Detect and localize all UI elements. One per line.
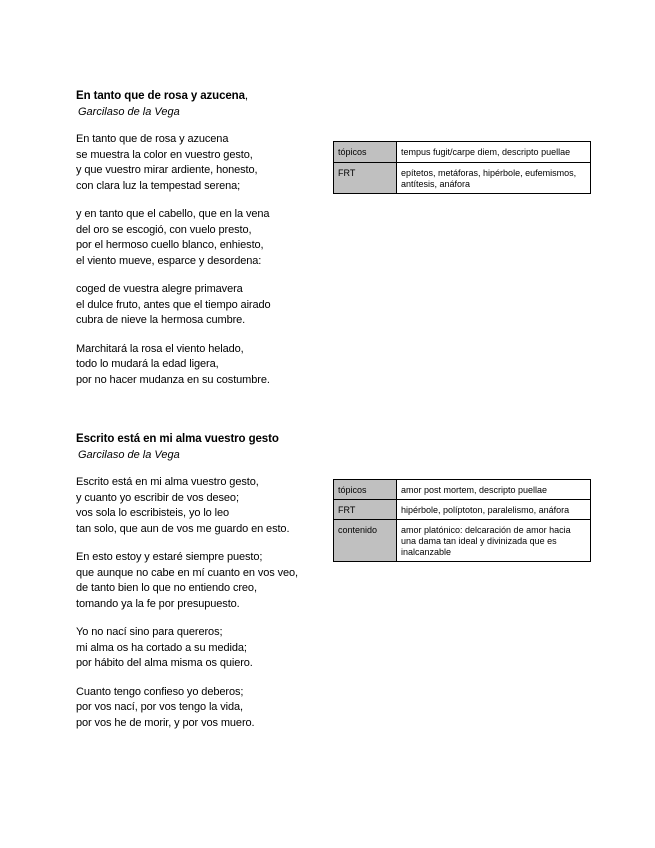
- poem-2-stanza-1: Escrito está en mi alma vuestro gesto, y cuanto yo escribir de vos deseo; vos sola lo escribisteis, yo lo leo tan solo, que aun de vos me guardo en esto.: [76, 476, 290, 535]
- poem-1: [76, 89, 316, 388]
- poem-2: [76, 432, 316, 731]
- poem-1-analysis-table: [333, 141, 591, 194]
- table-key: FRT: [334, 500, 397, 520]
- poem-1-stanza-2: y en tanto que el cabello, que en la vena del oro se escogió, con vuelo presto, por el hermoso cuello blanco, enhiesto, el viento mueve, esparce y desordena:: [76, 208, 270, 267]
- table-value: epítetos, metáforas, hipérbole, eufemismos, antítesis, anáfora: [397, 163, 591, 194]
- poem-2-analysis-table: [333, 479, 591, 562]
- table-row: [334, 520, 591, 562]
- table-row: [334, 142, 591, 163]
- poem-2-stanza-3: Yo no nací sino para quereros; mi alma os ha cortado a su medida; por hábito del alma misma os quiero.: [76, 626, 253, 669]
- poem-2-stanza-4: Cuanto tengo confieso yo deberos; por vos nací, por vos tengo la vida, por vos he de morir, y por vos muero.: [76, 685, 255, 729]
- table-key: contenido: [334, 520, 397, 562]
- table-value: amor post mortem, descripto puellae: [397, 480, 591, 500]
- table-row: [334, 480, 591, 500]
- table-row: [334, 500, 591, 520]
- poem-1-author: Garcilaso de la Vega: [78, 106, 180, 118]
- poem-1-stanza-3: coged de vuestra alegre primavera el dulce fruto, antes que el tiempo airado cubra de nieve la hermosa cumbre.: [76, 283, 271, 326]
- table-value: amor platónico: delcaración de amor hacia una dama tan ideal y divinizada que es inalcanzable: [397, 520, 591, 562]
- poem-2-title: Escrito está en mi alma vuestro gesto: [76, 433, 279, 445]
- poem-2-stanza-2: En esto estoy y estaré siempre puesto; que aunque no cabe en mí cuanto en vos veo, de tanto bien lo que no entiendo creo, tomando ya la fe por presupuesto.: [76, 551, 298, 610]
- poem-1-stanza-1: En tanto que de rosa y azucena se muestra la color en vuestro gesto, y que vuestro mirar ardiente, honesto, con clara luz la tempestad serena;: [76, 133, 258, 192]
- table-key: tópicos: [334, 480, 397, 500]
- table-key: FRT: [334, 163, 397, 194]
- poem-1-title: En tanto que de rosa y azucena,: [76, 90, 249, 102]
- table-key: tópicos: [334, 142, 397, 163]
- poem-1-stanza-4: Marchitará la rosa el viento helado, todo lo mudará la edad ligera, por no hacer mudanza en su costumbre.: [76, 342, 270, 386]
- table-row: [334, 163, 591, 194]
- poem-2-author: Garcilaso de la Vega: [78, 449, 180, 461]
- table-value: tempus fugit/carpe diem, descripto puellae: [397, 142, 591, 163]
- table-value: hipérbole, políptoton, paralelismo, anáfora: [397, 500, 591, 520]
